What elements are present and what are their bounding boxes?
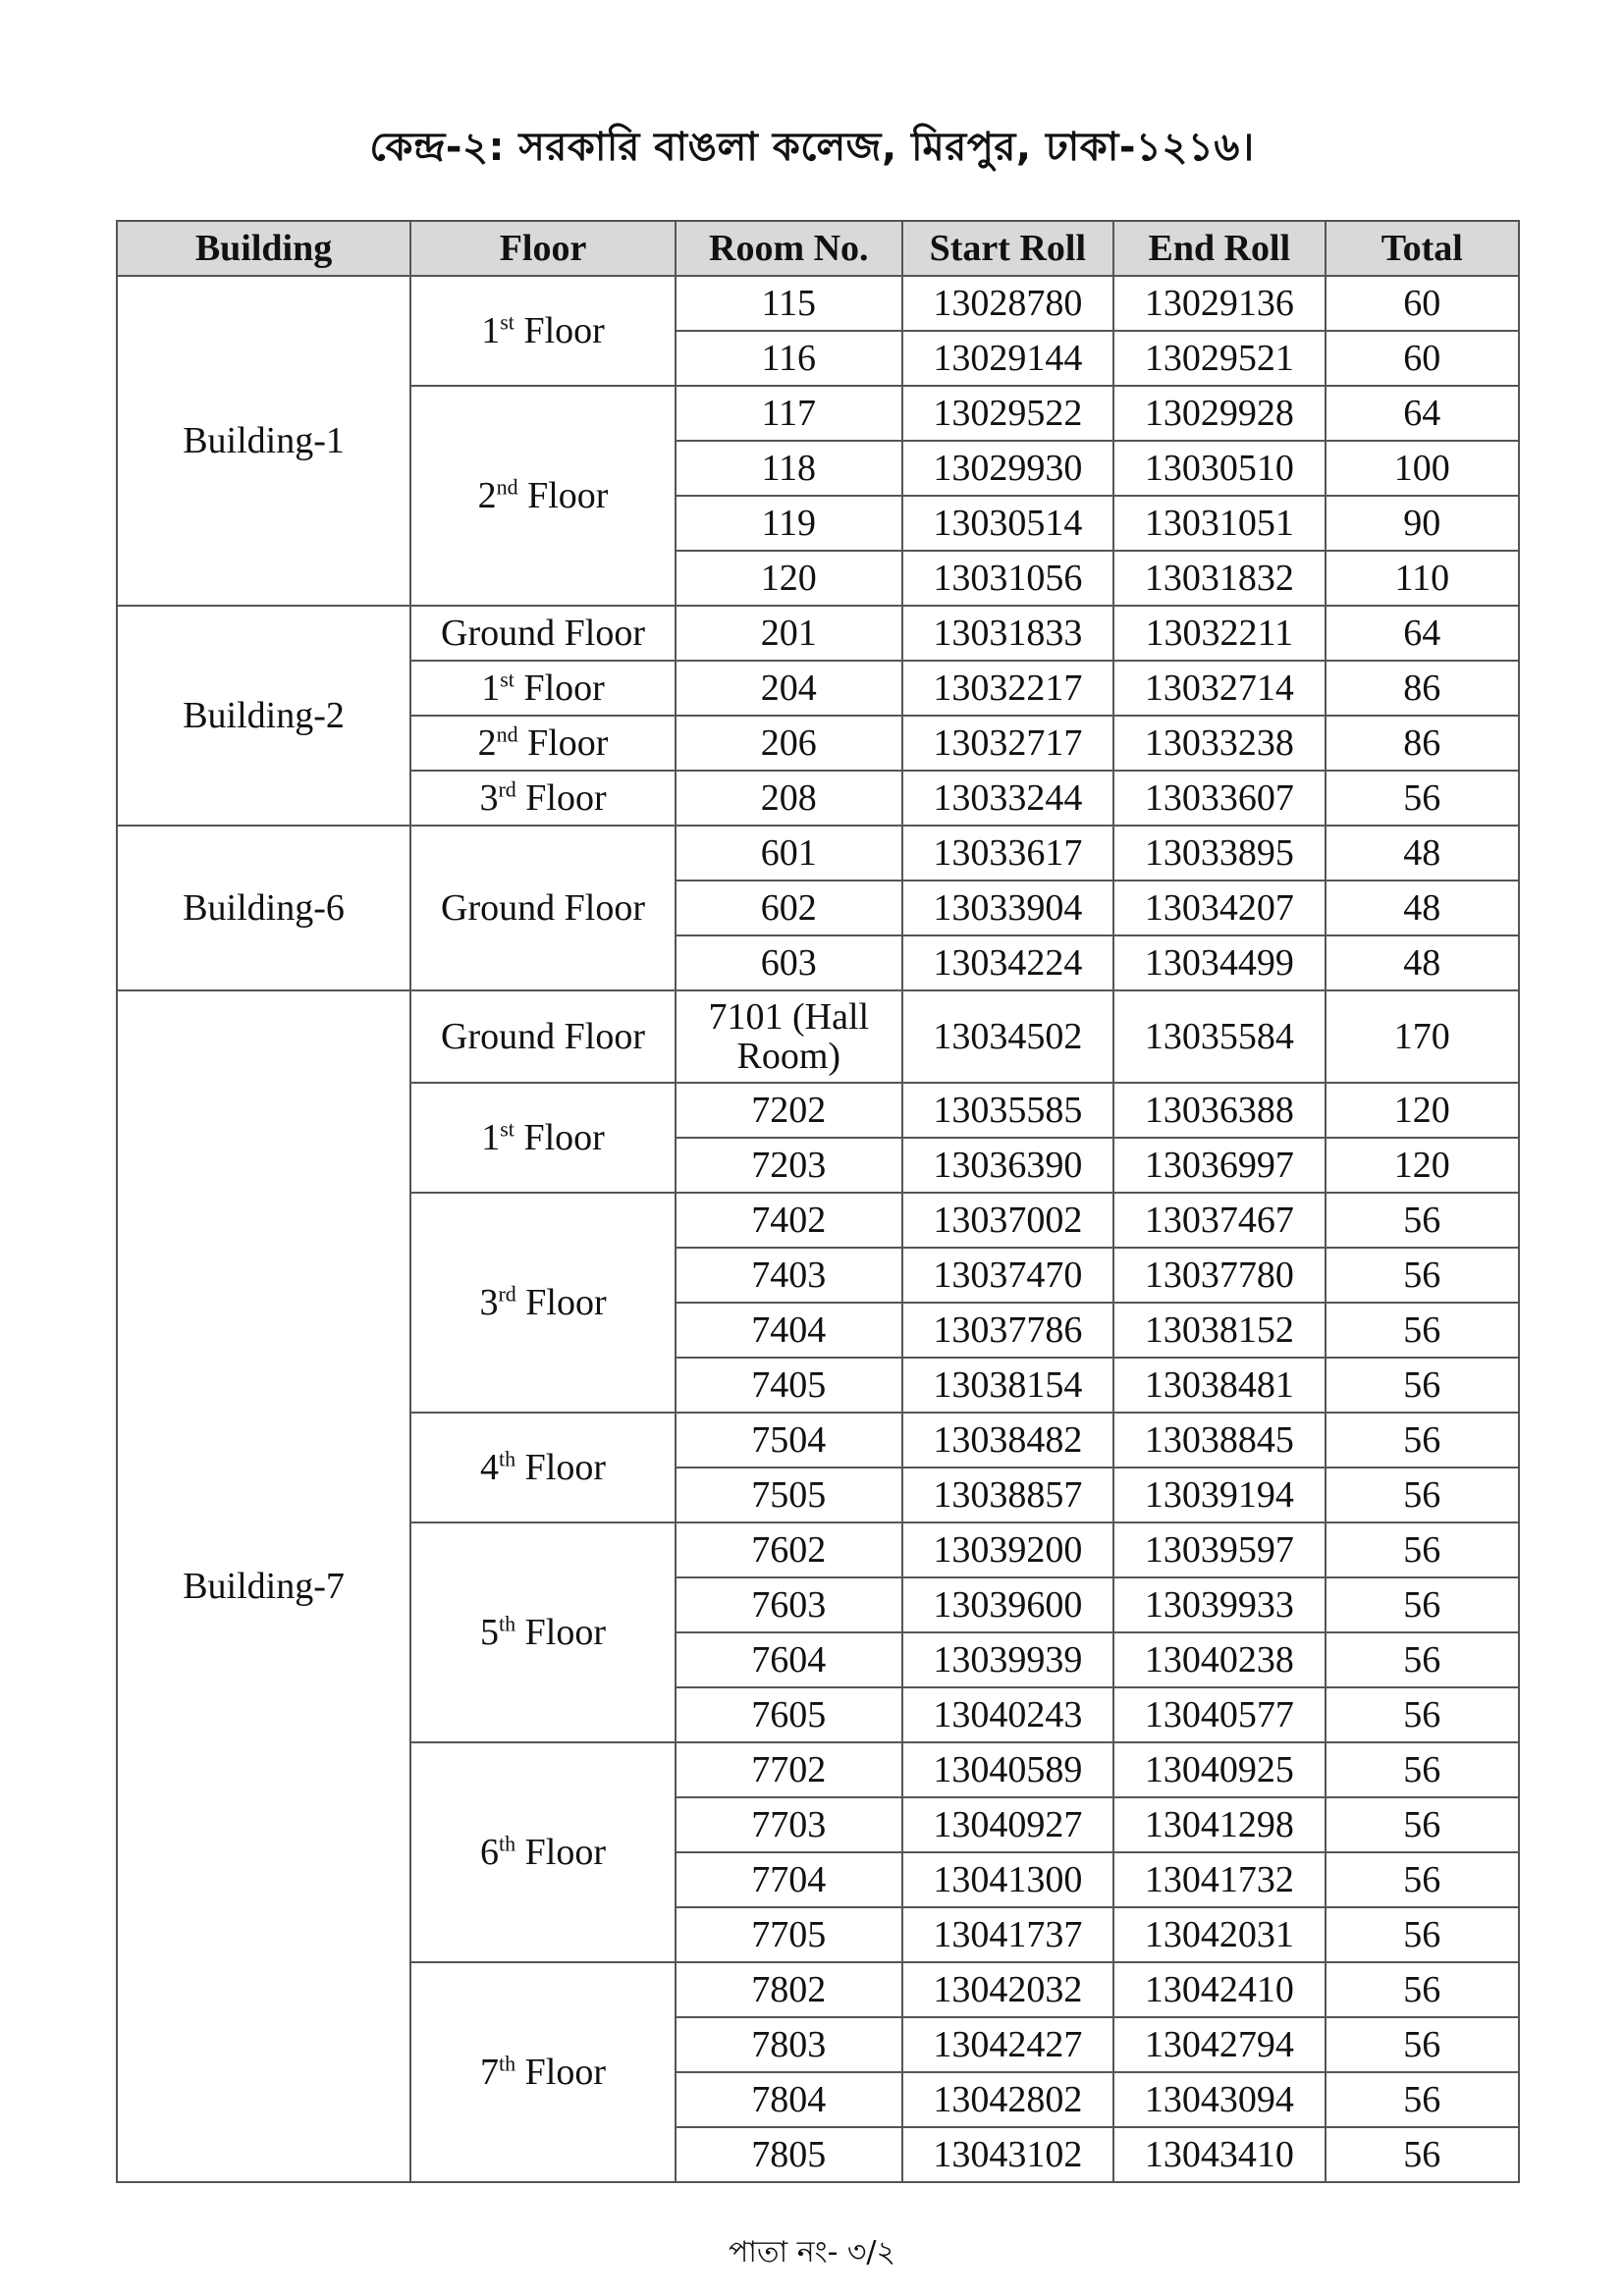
start-roll-cell: 13036390 [902, 1138, 1114, 1193]
room-cell: 7605 [676, 1687, 902, 1742]
room-cell: 116 [676, 331, 902, 386]
room-cell: 7405 [676, 1358, 902, 1413]
start-roll-cell: 13037470 [902, 1248, 1114, 1303]
floor-cell: 3rd Floor [410, 771, 676, 826]
room-cell: 7602 [676, 1522, 902, 1577]
start-roll-cell: 13041737 [902, 1907, 1114, 1962]
end-roll-cell: 13036388 [1113, 1083, 1326, 1138]
start-roll-cell: 13040243 [902, 1687, 1114, 1742]
end-roll-cell: 13043094 [1113, 2072, 1326, 2127]
room-cell: 206 [676, 716, 902, 771]
end-roll-cell: 13040577 [1113, 1687, 1326, 1742]
room-cell: 602 [676, 881, 902, 935]
start-roll-cell: 13038857 [902, 1468, 1114, 1522]
start-roll-cell: 13031056 [902, 551, 1114, 606]
table-header-row [117, 221, 1519, 276]
header-floor: Floor [410, 221, 676, 276]
total-cell: 56 [1326, 1797, 1519, 1852]
page-title: কেন্দ্র-২: সরকারি বাঙলা কলেজ, মিরপুর, ঢাকা-১২১৬। [369, 125, 1255, 170]
floor-cell: 7th Floor [410, 1962, 676, 2182]
start-roll-cell: 13033244 [902, 771, 1114, 826]
room-cell: 119 [676, 496, 902, 551]
start-roll-cell: 13038482 [902, 1413, 1114, 1468]
end-roll-cell: 13031051 [1113, 496, 1326, 551]
total-cell: 48 [1326, 826, 1519, 881]
start-roll-cell: 13029522 [902, 386, 1114, 441]
room-cell: 201 [676, 606, 902, 661]
header-building: Building [117, 221, 410, 276]
room-cell: 204 [676, 661, 902, 716]
end-roll-cell: 13041732 [1113, 1852, 1326, 1907]
total-cell: 56 [1326, 1577, 1519, 1632]
total-cell: 120 [1326, 1138, 1519, 1193]
start-roll-cell: 13040589 [902, 1742, 1114, 1797]
room-cell: 601 [676, 826, 902, 881]
floor-cell: 6th Floor [410, 1742, 676, 1962]
room-cell: 7603 [676, 1577, 902, 1632]
building-cell: Building-7 [117, 990, 410, 2182]
start-roll-cell: 13032217 [902, 661, 1114, 716]
header-room-no: Room No. [676, 221, 902, 276]
total-cell: 56 [1326, 1742, 1519, 1797]
room-cell: 7203 [676, 1138, 902, 1193]
building-cell: Building-1 [117, 276, 410, 606]
room-line: Room) [736, 1036, 841, 1077]
room-line: 7101 (Hall [708, 996, 870, 1038]
end-roll-cell: 13029928 [1113, 386, 1326, 441]
end-roll-cell: 13040925 [1113, 1742, 1326, 1797]
header-end-roll: End Roll [1113, 221, 1326, 276]
end-roll-cell: 13037780 [1113, 1248, 1326, 1303]
total-cell: 48 [1326, 935, 1519, 990]
start-roll-cell: 13042427 [902, 2017, 1114, 2072]
end-roll-cell: 13039194 [1113, 1468, 1326, 1522]
total-cell: 120 [1326, 1083, 1519, 1138]
floor-cell: 4th Floor [410, 1413, 676, 1522]
seat-plan-table [116, 220, 1520, 2183]
total-cell: 48 [1326, 881, 1519, 935]
start-roll-cell: 13039200 [902, 1522, 1114, 1577]
total-cell: 56 [1326, 1522, 1519, 1577]
room-cell: 118 [676, 441, 902, 496]
total-cell: 56 [1326, 1852, 1519, 1907]
start-roll-cell: 13034224 [902, 935, 1114, 990]
room-cell: 7703 [676, 1797, 902, 1852]
floor-cell: 1st Floor [410, 661, 676, 716]
room-cell: 7704 [676, 1852, 902, 1907]
start-roll-cell: 13037002 [902, 1193, 1114, 1248]
floor-cell: 1st Floor [410, 1083, 676, 1193]
total-cell: 56 [1326, 1962, 1519, 2017]
total-cell: 110 [1326, 551, 1519, 606]
total-cell: 86 [1326, 716, 1519, 771]
end-roll-cell: 13032714 [1113, 661, 1326, 716]
end-roll-cell: 13038845 [1113, 1413, 1326, 1468]
total-cell: 56 [1326, 1193, 1519, 1248]
start-roll-cell: 13028780 [902, 276, 1114, 331]
total-cell: 56 [1326, 1413, 1519, 1468]
page-number: পাতা নং- ৩/২ [728, 2235, 896, 2269]
total-cell: 56 [1326, 1358, 1519, 1413]
start-roll-cell: 13039600 [902, 1577, 1114, 1632]
end-roll-cell: 13031832 [1113, 551, 1326, 606]
start-roll-cell: 13029144 [902, 331, 1114, 386]
total-cell: 64 [1326, 606, 1519, 661]
room-cell: 7402 [676, 1193, 902, 1248]
header-total: Total [1326, 221, 1519, 276]
total-cell: 86 [1326, 661, 1519, 716]
total-cell: 64 [1326, 386, 1519, 441]
end-roll-cell: 13039597 [1113, 1522, 1326, 1577]
floor-cell: Ground Floor [410, 826, 676, 990]
total-cell: 100 [1326, 441, 1519, 496]
start-roll-cell: 13033904 [902, 881, 1114, 935]
end-roll-cell: 13042410 [1113, 1962, 1326, 2017]
room-cell: 7805 [676, 2127, 902, 2182]
end-roll-cell: 13033238 [1113, 716, 1326, 771]
total-cell: 56 [1326, 1248, 1519, 1303]
end-roll-cell: 13035584 [1113, 990, 1326, 1083]
building-cell: Building-2 [117, 606, 410, 826]
start-roll-cell: 13033617 [902, 826, 1114, 881]
total-cell: 56 [1326, 2072, 1519, 2127]
total-cell: 56 [1326, 2017, 1519, 2072]
building-cell: Building-6 [117, 826, 410, 990]
end-roll-cell: 13033607 [1113, 771, 1326, 826]
total-cell: 56 [1326, 1632, 1519, 1687]
start-roll-cell: 13043102 [902, 2127, 1114, 2182]
room-cell: 7803 [676, 2017, 902, 2072]
room-cell: 117 [676, 386, 902, 441]
start-roll-cell: 13037786 [902, 1303, 1114, 1358]
room-cell: 7202 [676, 1083, 902, 1138]
total-cell: 56 [1326, 1907, 1519, 1962]
end-roll-cell: 13029521 [1113, 331, 1326, 386]
floor-cell: 2nd Floor [410, 386, 676, 606]
end-roll-cell: 13034207 [1113, 881, 1326, 935]
start-roll-cell: 13039939 [902, 1632, 1114, 1687]
start-roll-cell: 13029930 [902, 441, 1114, 496]
start-roll-cell: 13040927 [902, 1797, 1114, 1852]
room-cell: 7505 [676, 1468, 902, 1522]
room-cell: 7804 [676, 2072, 902, 2127]
room-cell: 7604 [676, 1632, 902, 1687]
end-roll-cell: 13029136 [1113, 276, 1326, 331]
end-roll-cell: 13043410 [1113, 2127, 1326, 2182]
total-cell: 60 [1326, 276, 1519, 331]
floor-cell: 1st Floor [410, 276, 676, 386]
start-roll-cell: 13030514 [902, 496, 1114, 551]
end-roll-cell: 13036997 [1113, 1138, 1326, 1193]
room-cell [676, 990, 902, 1083]
end-roll-cell: 13038152 [1113, 1303, 1326, 1358]
table-row [117, 826, 1519, 881]
total-cell: 56 [1326, 1303, 1519, 1358]
room-cell: 7403 [676, 1248, 902, 1303]
start-roll-cell: 13031833 [902, 606, 1114, 661]
total-cell: 56 [1326, 1687, 1519, 1742]
room-cell: 7504 [676, 1413, 902, 1468]
end-roll-cell: 13032211 [1113, 606, 1326, 661]
end-roll-cell: 13041298 [1113, 1797, 1326, 1852]
end-roll-cell: 13038481 [1113, 1358, 1326, 1413]
end-roll-cell: 13037467 [1113, 1193, 1326, 1248]
header-start-roll: Start Roll [902, 221, 1114, 276]
table-row [117, 990, 1519, 1083]
start-roll-cell: 13032717 [902, 716, 1114, 771]
total-cell: 60 [1326, 331, 1519, 386]
floor-cell: 2nd Floor [410, 716, 676, 771]
room-cell: 7702 [676, 1742, 902, 1797]
total-cell: 56 [1326, 1468, 1519, 1522]
room-cell: 7705 [676, 1907, 902, 1962]
room-cell: 603 [676, 935, 902, 990]
total-cell: 56 [1326, 771, 1519, 826]
room-cell: 7404 [676, 1303, 902, 1358]
total-cell: 170 [1326, 990, 1519, 1083]
start-roll-cell: 13035585 [902, 1083, 1114, 1138]
room-cell: 120 [676, 551, 902, 606]
room-cell: 115 [676, 276, 902, 331]
room-cell: 7802 [676, 1962, 902, 2017]
end-roll-cell: 13033895 [1113, 826, 1326, 881]
total-cell: 56 [1326, 2127, 1519, 2182]
table-row [117, 276, 1519, 331]
floor-cell: 5th Floor [410, 1522, 676, 1742]
end-roll-cell: 13040238 [1113, 1632, 1326, 1687]
end-roll-cell: 13030510 [1113, 441, 1326, 496]
total-cell: 90 [1326, 496, 1519, 551]
start-roll-cell: 13042802 [902, 2072, 1114, 2127]
floor-cell: 3rd Floor [410, 1193, 676, 1413]
start-roll-cell: 13034502 [902, 990, 1114, 1083]
floor-cell: Ground Floor [410, 606, 676, 661]
start-roll-cell: 13038154 [902, 1358, 1114, 1413]
end-roll-cell: 13039933 [1113, 1577, 1326, 1632]
end-roll-cell: 13042794 [1113, 2017, 1326, 2072]
start-roll-cell: 13042032 [902, 1962, 1114, 2017]
table-row [117, 606, 1519, 661]
start-roll-cell: 13041300 [902, 1852, 1114, 1907]
floor-cell: Ground Floor [410, 990, 676, 1083]
end-roll-cell: 13034499 [1113, 935, 1326, 990]
end-roll-cell: 13042031 [1113, 1907, 1326, 1962]
room-cell: 208 [676, 771, 902, 826]
